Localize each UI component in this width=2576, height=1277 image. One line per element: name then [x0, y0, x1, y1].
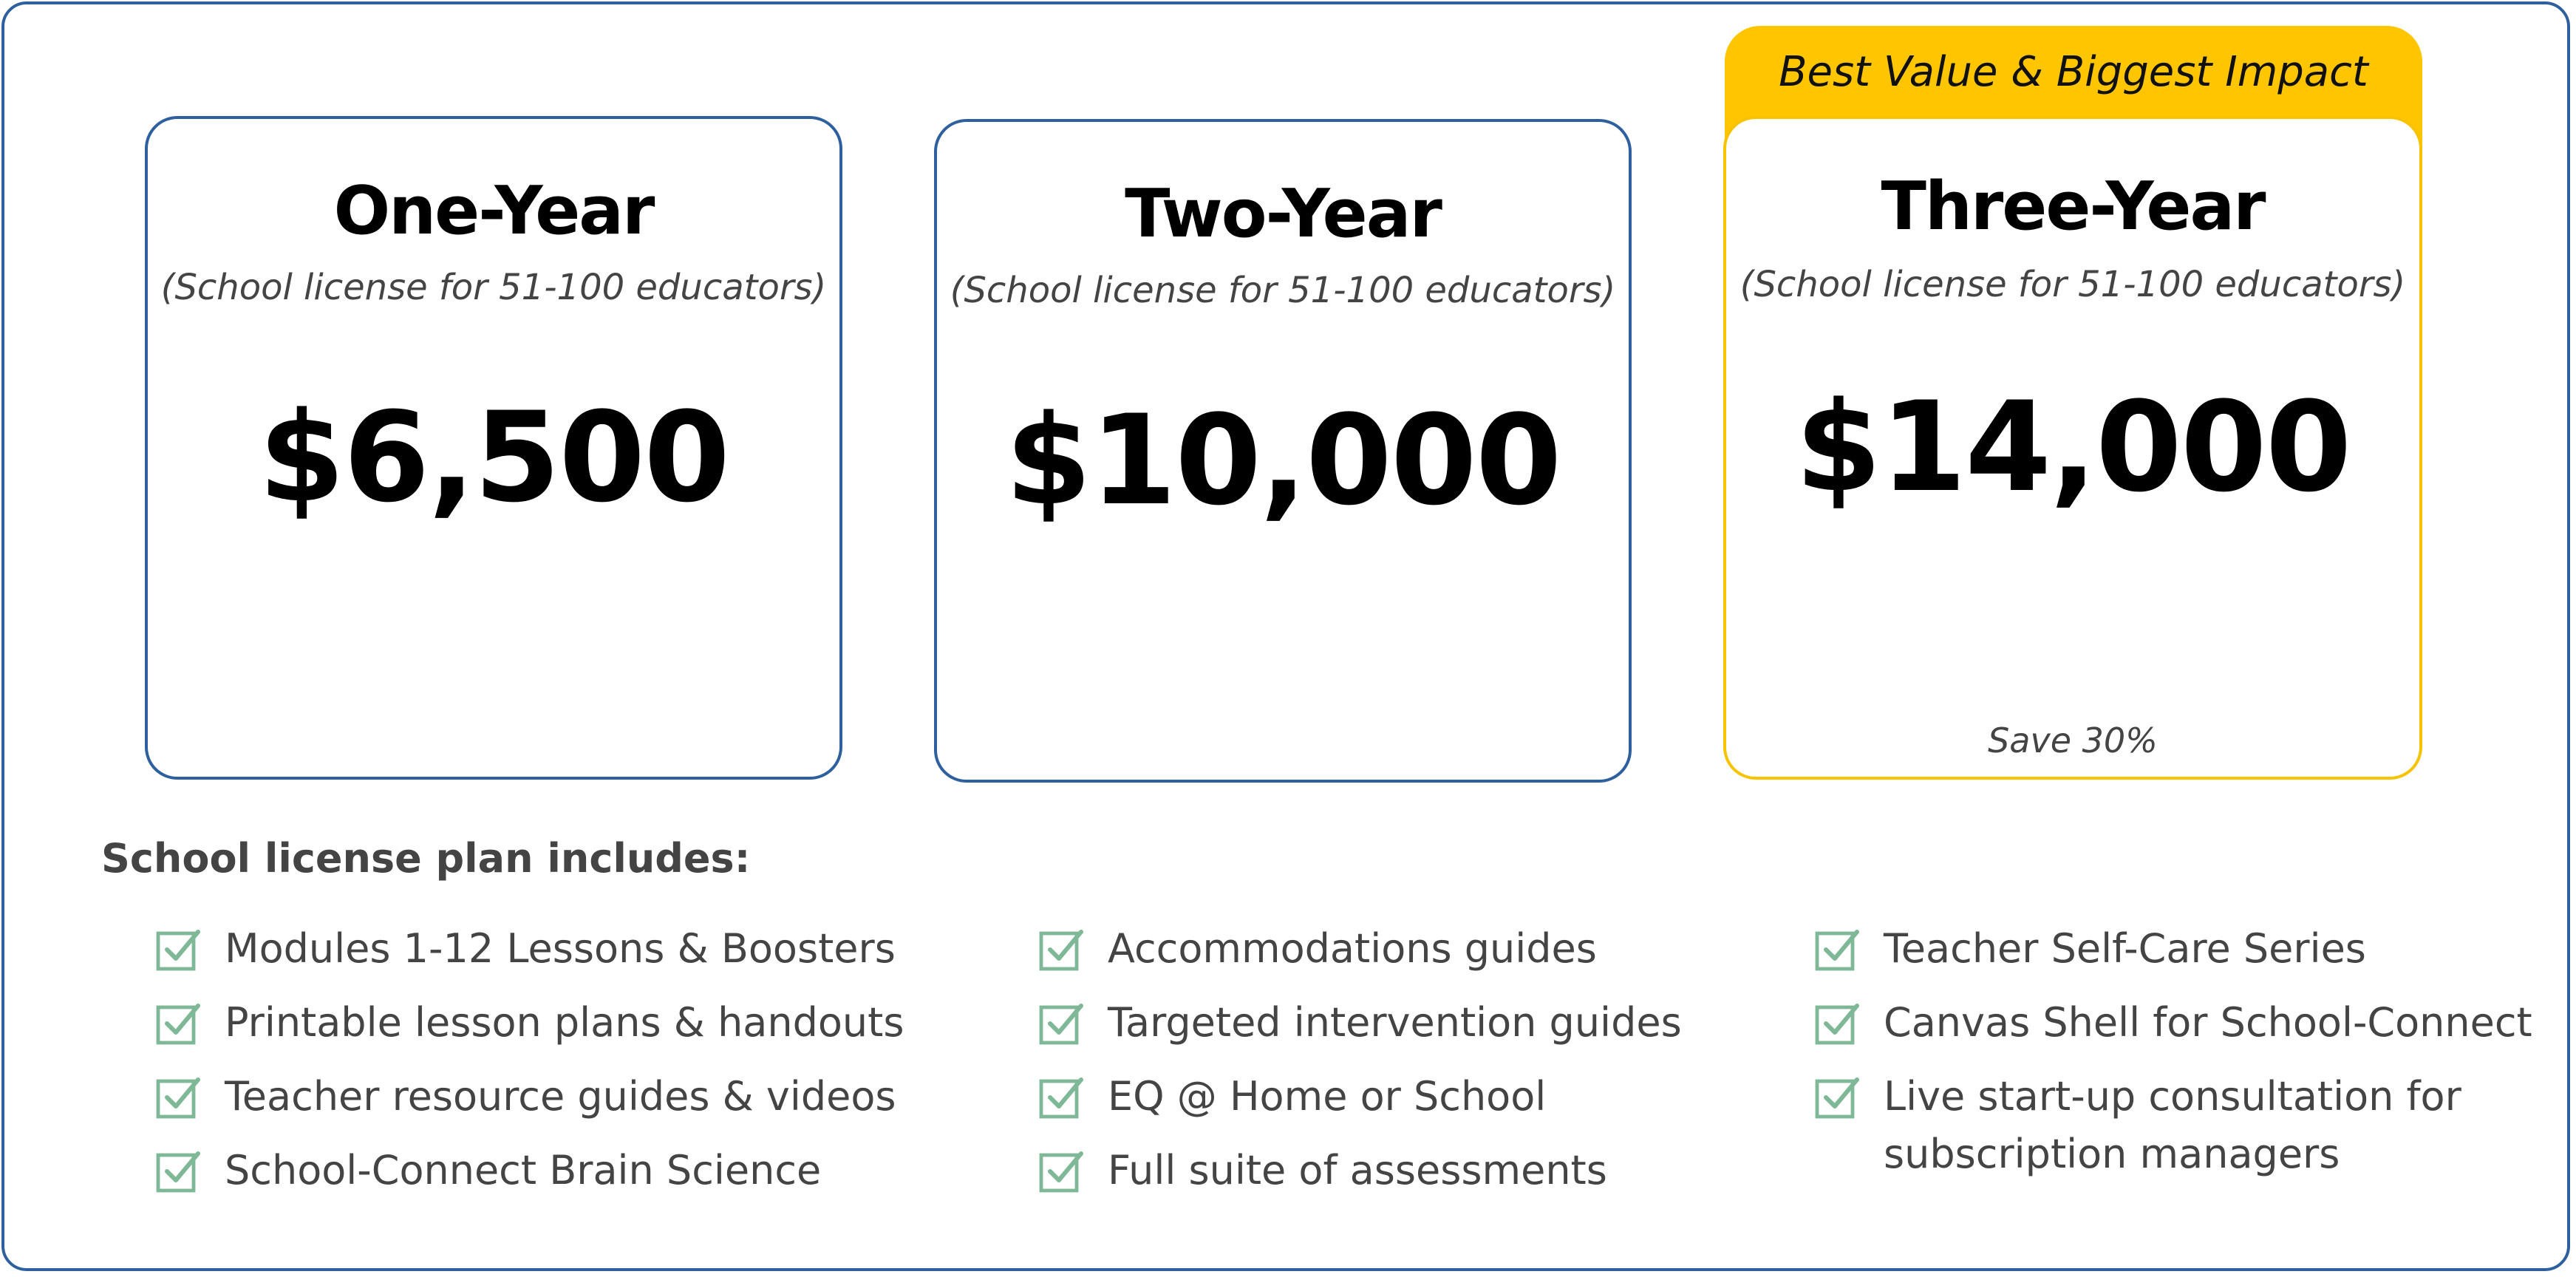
list-item	[155, 920, 904, 994]
list-item	[155, 1142, 904, 1216]
list-item	[1038, 920, 1682, 994]
list-item	[1814, 1068, 2532, 1193]
checkbox-check-icon	[1038, 924, 1086, 972]
includes-column-2	[1038, 920, 1682, 1216]
plan-price: $10,000	[1005, 388, 1561, 533]
checkbox-check-icon	[155, 1072, 202, 1120]
list-item-label: Teacher resource guides & videos	[225, 1073, 896, 1120]
checkbox-check-icon	[155, 998, 202, 1046]
includes-title: School license plan includes:	[101, 835, 751, 882]
list-item-label: Targeted intervention guides	[1108, 999, 1682, 1046]
plan-title: Two-Year	[1125, 175, 1441, 253]
list-item	[1038, 1068, 1682, 1142]
list-item-label: School-Connect Brain Science	[225, 1147, 822, 1193]
checkbox-check-icon	[1814, 998, 1861, 1046]
checkbox-check-icon	[1814, 924, 1861, 972]
list-item-label: Teacher Self-Care Series	[1884, 925, 2366, 972]
checkbox-check-icon	[1814, 1072, 1861, 1120]
list-item-label: Canvas Shell for School-Connect	[1884, 999, 2532, 1046]
list-item-label: Accommodations guides	[1108, 925, 1597, 972]
plan-subtitle: (School license for 51-100 educators)	[160, 267, 827, 308]
list-item	[1814, 994, 2532, 1068]
list-item-label: Live start-up consultation for subscription managers	[1884, 1073, 2461, 1177]
banner-text: Best Value & Biggest Impact	[1779, 48, 2368, 96]
list-item-label: Printable lesson plans & handouts	[225, 999, 904, 1046]
list-item	[1038, 994, 1682, 1068]
list-item	[155, 1068, 904, 1142]
checkbox-check-icon	[155, 1146, 202, 1193]
list-item	[1038, 1142, 1682, 1216]
plan-price: $6,500	[258, 385, 729, 530]
savings-note: Save 30%	[1988, 721, 2158, 760]
plan-subtitle: (School license for 51-100 educators)	[1740, 264, 2406, 305]
plan-card-two-year[interactable]	[934, 119, 1632, 783]
checkbox-check-icon	[1038, 1146, 1086, 1193]
plan-title: One-Year	[333, 172, 654, 250]
includes-column-1	[155, 920, 904, 1216]
list-item	[155, 994, 904, 1068]
checkbox-check-icon	[1038, 1072, 1086, 1120]
list-item	[1814, 920, 2532, 994]
plan-card-one-year[interactable]	[145, 116, 842, 780]
plan-subtitle: (School license for 51-100 educators)	[950, 270, 1616, 311]
plan-card-three-year[interactable]	[1723, 116, 2422, 780]
plan-price: $14,000	[1795, 375, 2351, 520]
list-item-label: Full suite of assessments	[1108, 1147, 1607, 1193]
checkbox-check-icon	[1038, 998, 1086, 1046]
checkbox-check-icon	[155, 924, 202, 972]
list-item-label: Modules 1-12 Lessons & Boosters	[225, 925, 896, 972]
list-item-label: EQ @ Home or School	[1108, 1073, 1547, 1120]
plan-title: Three-Year	[1881, 168, 2265, 245]
includes-column-3	[1814, 920, 2532, 1193]
